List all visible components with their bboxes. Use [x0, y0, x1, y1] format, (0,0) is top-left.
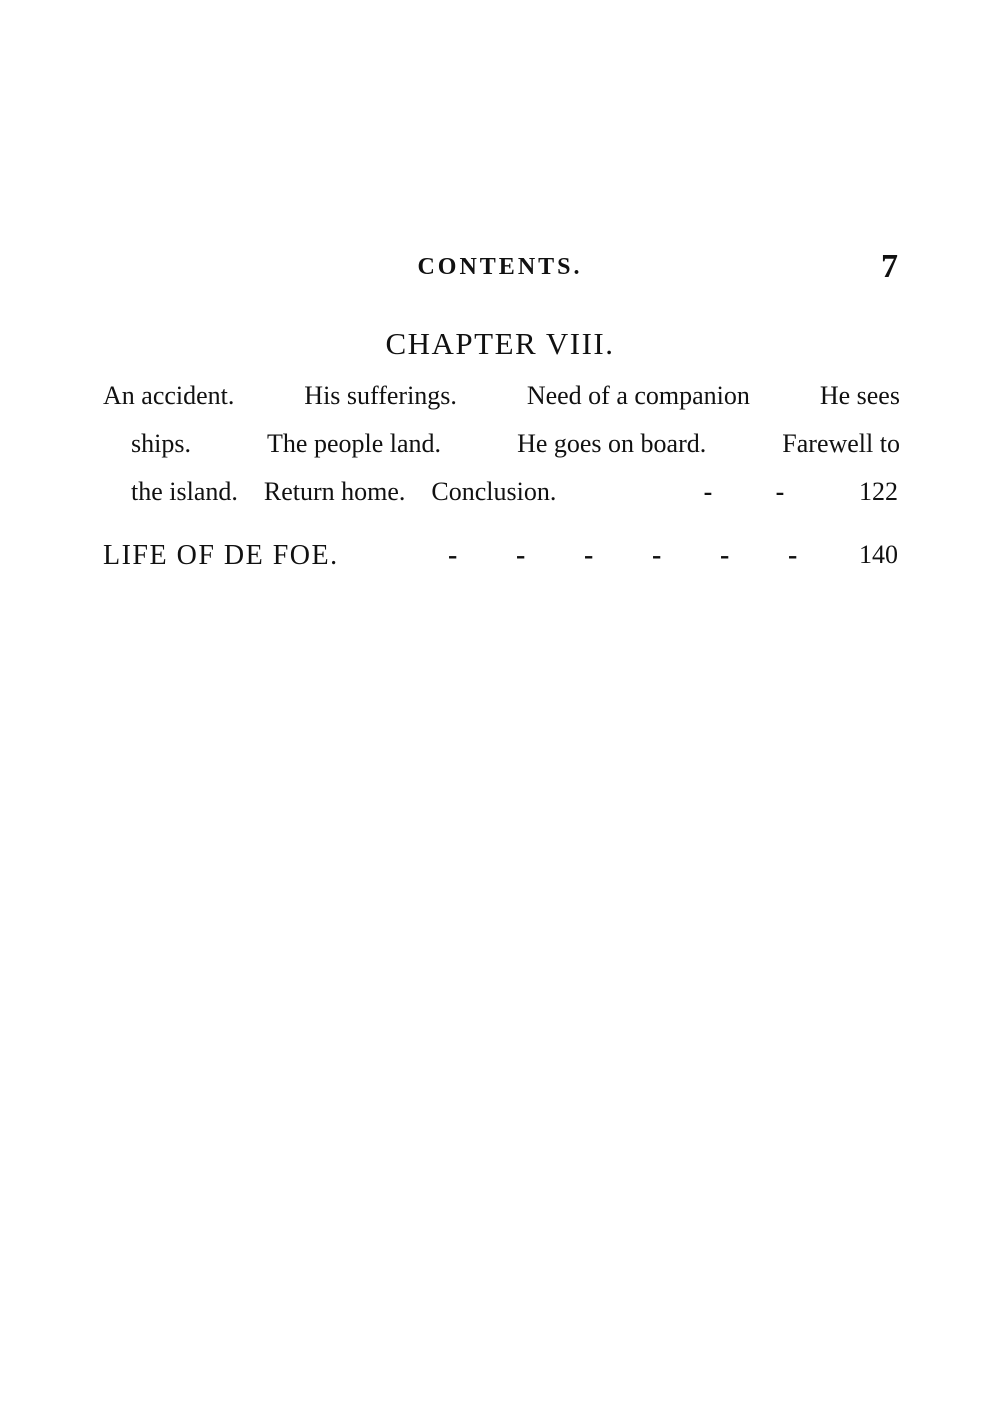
toc-entry-title: LIFE OF DE FOE.: [103, 540, 339, 571]
toc-phrase: The people land.: [267, 429, 442, 458]
dot-leader: [448, 540, 856, 572]
leader-dash: -: [720, 540, 731, 571]
toc-phrase: An accident.: [103, 381, 235, 410]
toc-phrase: Return home.: [263, 477, 406, 506]
toc-entry-chapter-viii: [103, 372, 900, 516]
toc-phrase: ships.: [131, 429, 191, 458]
toc-entry-line: [103, 468, 900, 516]
page-reference: 122: [859, 477, 898, 506]
toc-phrase: the island.: [131, 477, 238, 506]
leader-dash: -: [703, 477, 713, 506]
toc-phrase: Need of a companion: [526, 381, 750, 410]
leader-dash: -: [775, 477, 785, 506]
page-reference: 140: [859, 540, 898, 569]
toc-phrase: He sees: [819, 381, 900, 410]
toc-entry-line: [103, 420, 900, 468]
dot-leader: [703, 468, 847, 516]
leader-dash: -: [584, 540, 595, 571]
toc-phrase: Conclusion.: [431, 477, 557, 506]
toc-phrase: His sufferings.: [304, 381, 457, 410]
leader-dash: -: [516, 540, 527, 571]
page-header: [100, 248, 900, 288]
running-title: CONTENTS.: [417, 254, 583, 280]
toc-entry-life-of-de-foe: [103, 540, 900, 588]
chapter-heading: CHAPTER VIII.: [385, 326, 615, 361]
toc-phrase: He goes on board.: [517, 429, 707, 458]
toc-entry-line: [103, 372, 900, 420]
leader-dash: -: [448, 540, 459, 571]
page-number: 7: [881, 248, 898, 285]
leader-dash: -: [788, 540, 799, 571]
leader-dash: -: [652, 540, 663, 571]
toc-phrase: Farewell to: [782, 429, 900, 458]
